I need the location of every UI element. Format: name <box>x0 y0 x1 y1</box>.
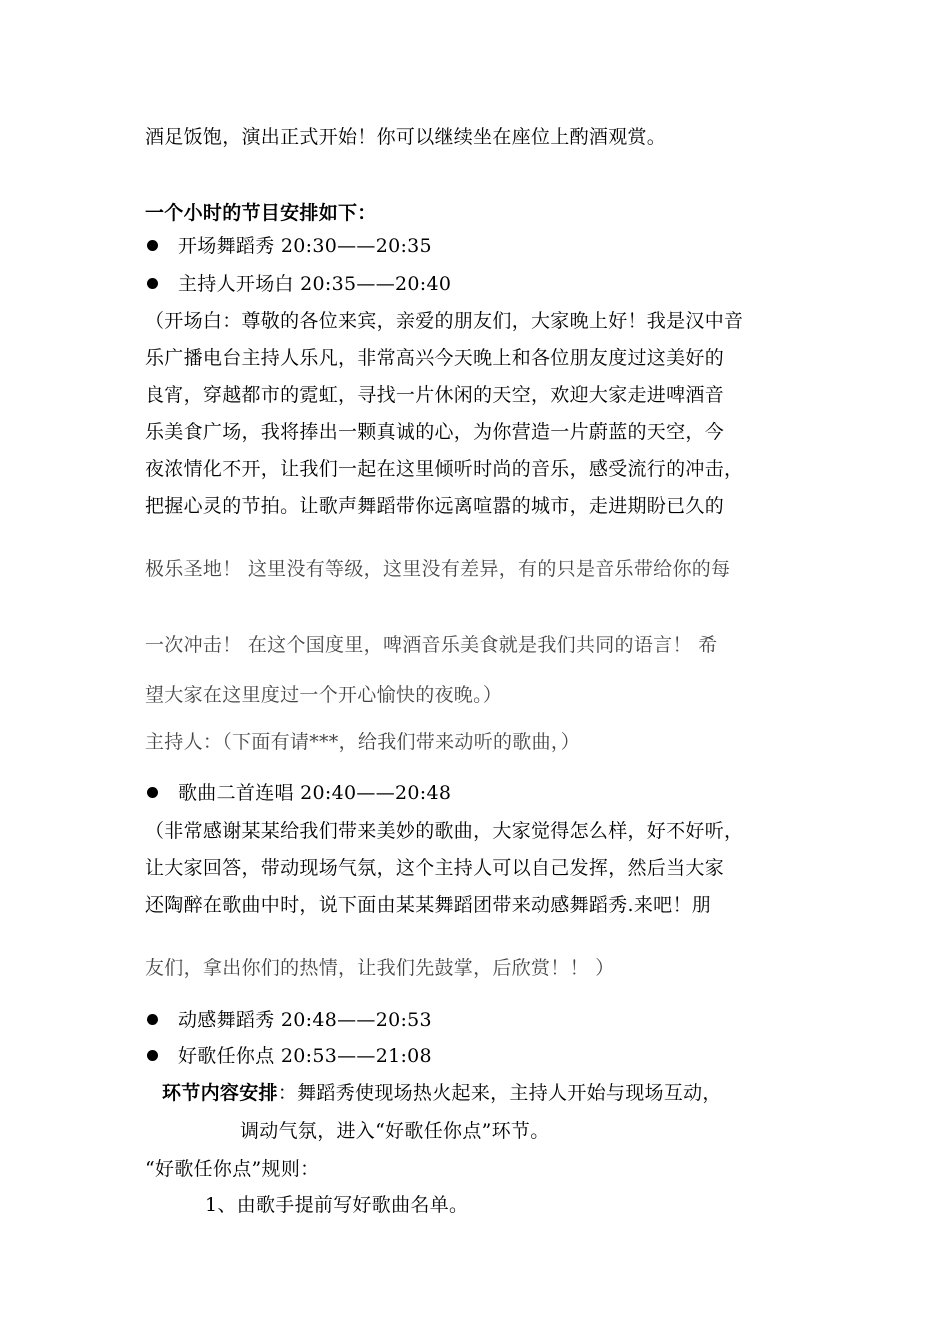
opening-speech-line: 望大家在这里度过一个开心愉快的夜晚。） <box>145 684 503 706</box>
bullet-dot-icon <box>147 1014 158 1025</box>
segment-text: ：舞蹈秀使现场热火起来，主持人开始与现场互动， <box>277 1082 722 1104</box>
bullet-dot-icon <box>147 278 158 289</box>
segment-label: 环节内容安排 <box>162 1082 278 1104</box>
opening-speech-line: 一次冲击！ 在这个国度里，啤酒音乐美食就是我们共同的语言！ 希 <box>145 634 718 656</box>
bullet-dot-icon <box>147 787 158 798</box>
host-line: 主持人：（下面有请***，给我们带来动听的歌曲，） <box>145 731 581 753</box>
rules-heading: “好歌任你点”规则： <box>145 1158 320 1180</box>
schedule-item: 主持人开场白 20:35——20:40 <box>178 273 452 295</box>
segment-text-continued: 调动气氛，进入“好歌任你点”环节。 <box>240 1120 550 1142</box>
segment-arrangement <box>162 1080 722 1106</box>
schedule-item: 歌曲二首连唱 20:40——20:48 <box>178 782 452 804</box>
rule-item: 1、由歌手提前写好歌曲名单。 <box>205 1194 469 1216</box>
opening-speech-line: 乐广播电台主持人乐凡，非常高兴今天晚上和各位朋友度过这美好的 <box>145 347 725 369</box>
opening-speech-line: 夜浓情化不开，让我们一起在这里倾听时尚的音乐，感受流行的冲击， <box>145 458 744 480</box>
opening-speech-line: 乐美食广场，我将捧出一颗真诚的心，为你营造一片蔚蓝的天空，今 <box>145 421 725 443</box>
opening-speech-line: 良宵，穿越都市的霓虹，寻找一片休闲的天空，欢迎大家走进啤酒音 <box>145 384 725 406</box>
song-note-line: 友们，拿出你们的热情，让我们先鼓掌，后欣赏！！ ） <box>145 957 615 979</box>
song-note-line: 还陶醉在歌曲中时，说下面由某某舞蹈团带来动感舞蹈秀.来吧！朋 <box>145 894 712 916</box>
schedule-item: 动感舞蹈秀 20:48——20:53 <box>178 1009 432 1031</box>
opening-speech-line: （开场白：尊敬的各位来宾，亲爱的朋友们，大家晚上好！我是汉中音 <box>145 310 744 332</box>
song-note-line: （非常感谢某某给我们带来美妙的歌曲，大家觉得怎么样，好不好听， <box>145 820 744 842</box>
schedule-heading: 一个小时的节目安排如下： <box>145 202 377 224</box>
schedule-item: 好歌任你点 20:53——21:08 <box>178 1045 432 1067</box>
bullet-dot-icon <box>147 240 158 251</box>
bullet-dot-icon <box>147 1050 158 1061</box>
opening-speech-line: 极乐圣地！ 这里没有等级，这里没有差异，有的只是音乐带给你的每 <box>145 558 731 580</box>
schedule-item: 开场舞蹈秀 20:30——20:35 <box>178 235 432 257</box>
opening-speech-line: 把握心灵的节拍。让歌声舞蹈带你远离喧嚣的城市，走进期盼已久的 <box>145 495 725 517</box>
song-note-line: 让大家回答，带动现场气氛，这个主持人可以自己发挥，然后当大家 <box>145 857 725 879</box>
intro-paragraph: 酒足饭饱，演出正式开始！你可以继续坐在座位上酌酒观赏。 <box>145 126 667 148</box>
